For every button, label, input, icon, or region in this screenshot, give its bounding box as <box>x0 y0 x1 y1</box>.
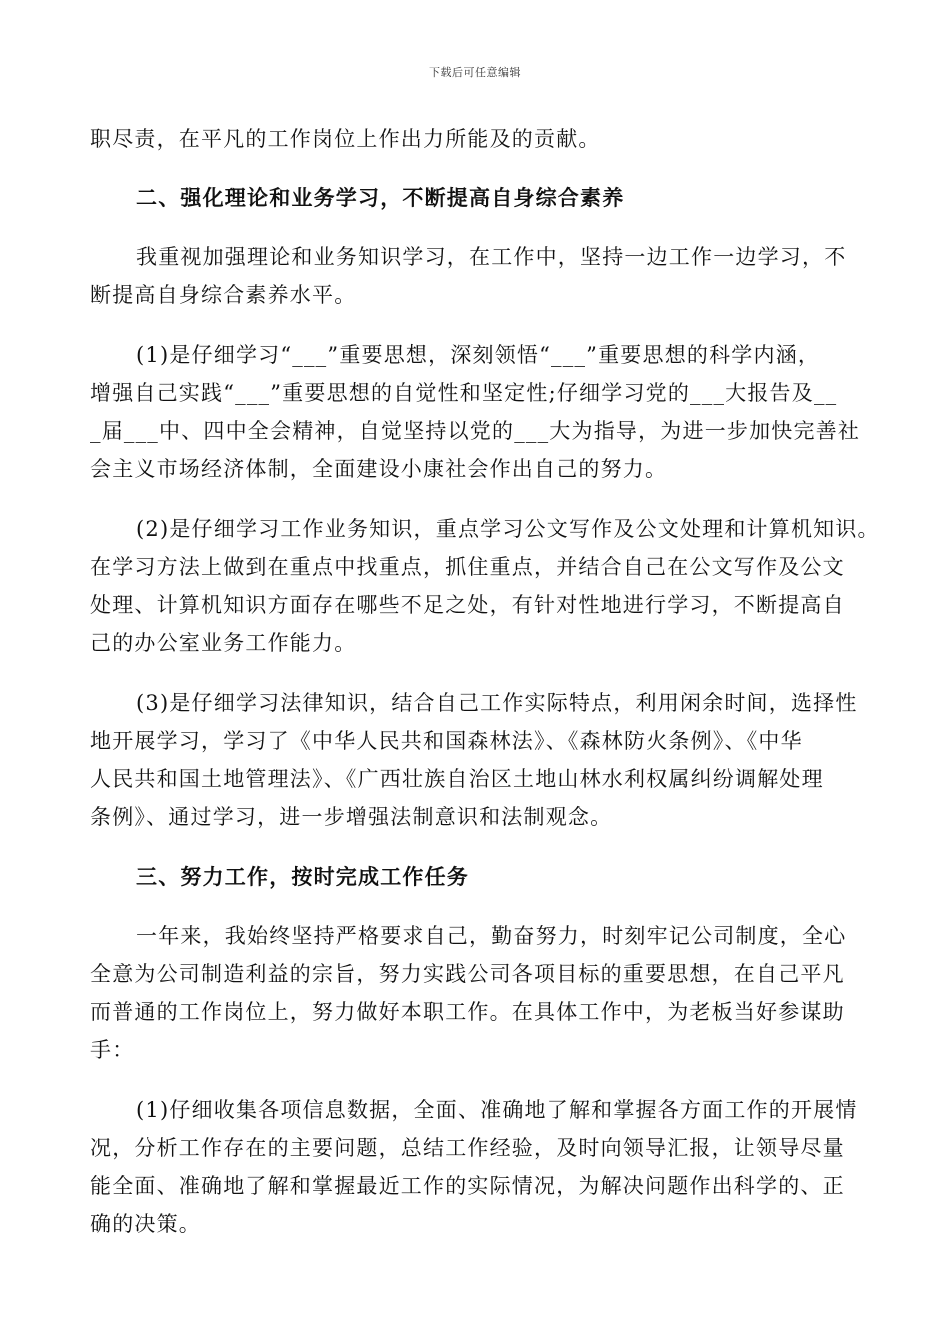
section-heading-2: 二、强化理论和业务学习，不断提高自身综合素养 <box>136 185 625 210</box>
text-line-10: 在学习方法上做到在重点中找重点，抓住重点，并结合自己在公文写作及公文 <box>90 555 845 579</box>
section-heading-3: 三、努力工作，按时完成工作任务 <box>136 864 469 889</box>
text-line-24: 能全面、准确地了解和掌握最近工作的实际情况，为解决问题作出科学的、正 <box>90 1174 845 1198</box>
text-line-12: 己的办公室业务工作能力。 <box>90 631 357 655</box>
text-line-9: (2)是仔细学习工作业务知识，重点学习公文写作及公文处理和计算机知识。 <box>136 517 880 541</box>
text-line-20: 而普通的工作岗位上，努力做好本职工作。在具体工作中，为老板当好参谋助 <box>90 1000 845 1024</box>
text-line-11: 处理、计算机知识方面存在哪些不足之处，有针对性地进行学习，不断提高自 <box>90 593 845 617</box>
text-line-13: (3)是仔细学习法律知识，结合自己工作实际特点，利用闲余时间，选择性 <box>136 691 858 715</box>
text-line-14: 地开展学习，学习了《中华人民共和国森林法》、《森林防火条例》、《中华 <box>90 729 803 753</box>
text-line-22: (1)仔细收集各项信息数据，全面、准确地了解和掌握各方面工作的开展情 <box>136 1098 858 1122</box>
text-line-21: 手： <box>90 1038 135 1062</box>
text-line-18: 一年来，我始终坚持严格要求自己，勤奋努力，时刻牢记公司制度，全心 <box>136 924 847 948</box>
text-line-23: 况，分析工作存在的主要问题，总结工作经验，及时向领导汇报，让领导尽量 <box>90 1136 845 1160</box>
text-line-7: _届___中、四中全会精神，自觉坚持以党的___大为指导，为进一步加快完善社 <box>90 419 861 443</box>
text-line-6: 增强自己实践“___”重要思想的自觉性和坚定性;仔细学习党的___大报告及__ <box>90 381 838 405</box>
text-line-3: 我重视加强理论和业务知识学习，在工作中，坚持一边工作一边学习，不 <box>136 245 847 269</box>
text-line-4: 断提高自身综合素养水平。 <box>90 283 357 307</box>
text-line-15: 人民共和国土地管理法》、《广西壮族自治区土地山林水利权属纠纷调解处理 <box>90 767 824 791</box>
text-line-19: 全意为公司制造利益的宗旨，努力实践公司各项目标的重要思想，在自己平凡 <box>90 962 845 986</box>
text-line-5: (1)是仔细学习“___”重要思想，深刻领悟“___”重要思想的科学内涵， <box>136 343 821 367</box>
text-line-8: 会主义市场经济体制，全面建设小康社会作出自己的努力。 <box>90 457 668 481</box>
text-line-16: 条例》、通过学习，进一步增强法制意识和法制观念。 <box>90 805 613 829</box>
header-note: 下载后可任意编辑 <box>429 66 521 79</box>
text-line-1: 职尽责，在平凡的工作岗位上作出力所能及的贡献。 <box>90 127 601 151</box>
text-line-25: 确的决策。 <box>90 1212 201 1236</box>
